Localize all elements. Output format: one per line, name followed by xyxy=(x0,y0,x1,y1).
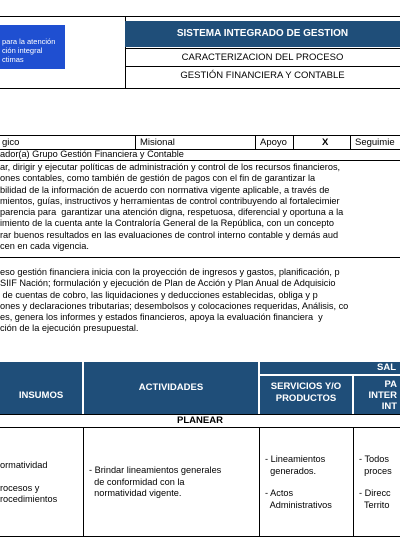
insumos-header: INSUMOS xyxy=(0,362,82,414)
insumos-line: rocesos y xyxy=(0,482,40,493)
partes-header xyxy=(354,376,400,414)
type-apoyo: Apoyo xyxy=(260,137,287,148)
scope-line: es, genera los informes y estados financieros, apoya la evaluación financiera y xyxy=(0,312,323,323)
phase-label: PLANEAR xyxy=(177,415,223,426)
header-row-border xyxy=(125,48,400,49)
logo-line: ción integral xyxy=(2,46,43,55)
servicios-cell xyxy=(265,454,351,511)
logo-line: para la atención xyxy=(2,37,56,46)
objective-line: ones contables, como también de gestión de pagos con el fin de garantizar la xyxy=(0,173,316,184)
type-divider xyxy=(135,135,136,149)
process-leader: ador(a) Grupo Gestión Financiera y Contable xyxy=(0,149,184,159)
servicios-line: - Actos xyxy=(265,488,294,498)
type-divider xyxy=(293,135,294,149)
type-estrategico: gico xyxy=(2,137,20,148)
scope-text xyxy=(0,267,400,335)
scope-line: de cuentas de cobro, las liquidaciones y deducciones establecidas, obliga y p xyxy=(0,289,318,300)
partes-header-line: INT xyxy=(381,401,397,412)
logo-line: ctimas xyxy=(2,55,24,64)
partes-cell xyxy=(359,454,400,511)
servicios-header xyxy=(260,376,352,414)
servicios-header-line: PRODUCTOS xyxy=(275,393,337,404)
actividades-header: ACTIVIDADES xyxy=(84,362,258,414)
organization-logo xyxy=(0,25,65,69)
actividades-line: - Brindar lineamientos generales xyxy=(89,465,222,475)
insumos-cell xyxy=(0,460,82,506)
servicios-line: Administrativos xyxy=(265,499,332,510)
objective-line: imiento de la cuenta ante la Contraloría General de la República, con un concepto xyxy=(0,218,335,229)
type-row-top xyxy=(0,135,400,136)
objective-line: bilidad de la información de acuerdo con normativa vigente aplicable, a través de xyxy=(0,184,330,195)
system-title: SISTEMA INTEGRADO DE GESTION xyxy=(125,21,400,47)
partes-line: Territo xyxy=(359,499,390,510)
scope-line: eso gestión financiera inicia con la proyección de ingresos y gastos, planificación, p xyxy=(0,267,340,277)
partes-line xyxy=(359,477,400,488)
type-divider xyxy=(350,135,351,149)
objective-line: cen en cada vigencia. xyxy=(0,241,89,252)
column-divider xyxy=(83,427,84,537)
actividades-line: de conformidad con la xyxy=(89,476,185,487)
leader-bottom-border xyxy=(0,160,400,161)
partes-header-line: PA xyxy=(384,379,397,390)
partes-line: proces xyxy=(359,465,392,476)
insumos-line: rocedimientos xyxy=(0,494,58,504)
servicios-line xyxy=(265,477,351,488)
insumos-line xyxy=(0,472,82,483)
scope-line: SIIF Nación; formulación y ejecución de Plan de Acción y Plan Anual de Adquisicio xyxy=(0,278,336,289)
type-misional: Misional xyxy=(140,137,175,148)
partes-line: - Direcc xyxy=(359,488,391,498)
phase-row-bottom xyxy=(0,427,400,428)
partes-line: - Todos xyxy=(359,454,389,464)
objective-bottom-border xyxy=(0,257,400,258)
process-name: GESTIÓN FINANCIERA Y CONTABLE xyxy=(180,70,345,81)
scope-line: ones y declaraciones tributarias; desembolsos y colocaciones requeridas, Análisis, co xyxy=(0,300,349,311)
servicios-header-line: SERVICIOS Y/O xyxy=(270,381,342,392)
actividades-line: normatividad vigente. xyxy=(89,488,182,498)
insumos-line: ormatividad xyxy=(0,460,48,470)
objective-line: rar buenos resultados en las evaluaciones de control interno contable y demás aud xyxy=(0,229,339,240)
objective-text xyxy=(0,162,400,252)
column-divider xyxy=(353,427,354,537)
salidas-header: SAL xyxy=(260,362,400,374)
objective-line: mientos, guías, instructivos y herramientas de control contribuyendo al fortalecimier xyxy=(0,195,340,206)
type-seguimiento: Seguimie xyxy=(355,137,395,148)
type-divider xyxy=(255,135,256,149)
actividades-cell xyxy=(89,465,257,500)
servicios-line: - Lineamientos xyxy=(265,454,326,464)
servicios-line: generados. xyxy=(265,465,317,476)
objective-line: parencia para garantizar una atención digna, respetuosa, diferencial y oportuna a la xyxy=(0,207,344,218)
header-top-border xyxy=(0,16,400,17)
objective-line: ar, dirigir y ejecutar políticas de administración y control de los recursos financieros, xyxy=(0,162,341,172)
type-apoyo-mark: X xyxy=(322,137,329,148)
column-divider xyxy=(259,427,260,537)
partes-header-line: INTER xyxy=(368,390,397,401)
table-bottom-border xyxy=(0,536,400,537)
scope-line: ción de la ejecución presupuestal. xyxy=(0,323,139,334)
header-bottom-border xyxy=(0,88,400,89)
document-type: CARACTERIZACION DEL PROCESO xyxy=(181,52,344,63)
